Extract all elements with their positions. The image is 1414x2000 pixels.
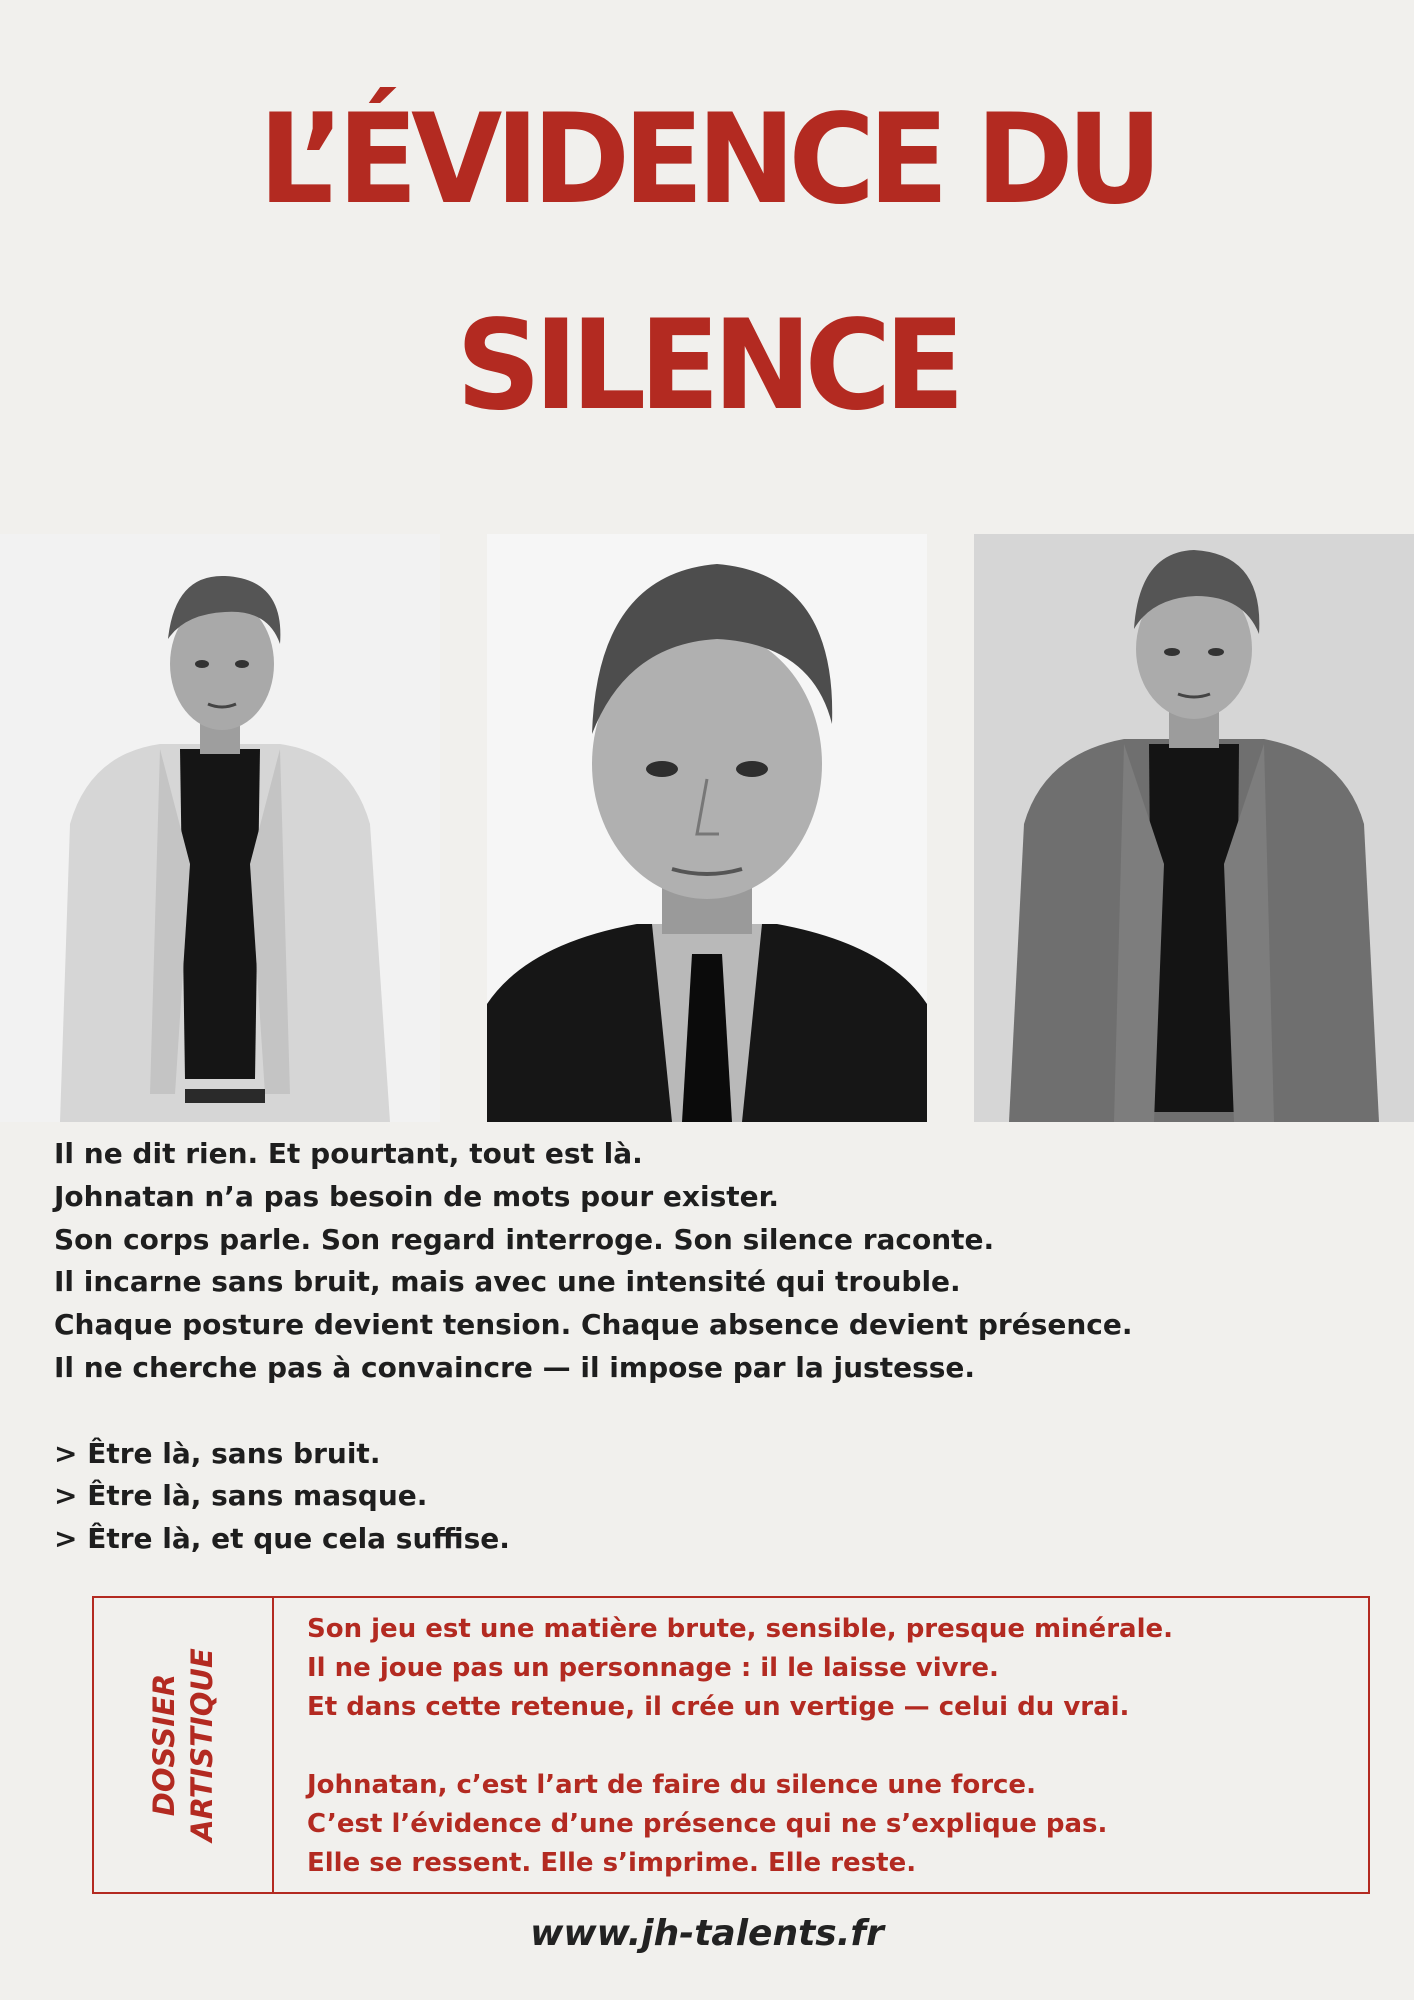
dossier-line: Il ne joue pas un personnage : il le laisse vivre.: [307, 1653, 999, 1683]
dossier-line: Son jeu est une matière brute, sensible, presque minérale.: [307, 1614, 1173, 1644]
website-link[interactable]: www.jh-talents.fr: [530, 1913, 884, 1954]
photo-headshot-dark-suit: [487, 534, 927, 1122]
dossier-label-line-2: ARTISTIQUE: [185, 1648, 220, 1842]
dossier-text: [307, 1610, 1347, 1883]
dossier-label-line-1: DOSSIER: [147, 1673, 182, 1817]
dossier-label: [94, 1598, 272, 1892]
photo-full-body-grey-coat: [974, 534, 1414, 1122]
page-title-line-1: L’ÉVIDENCE DU: [258, 86, 1156, 232]
intro-line: Son corps parle. Son regard interroge. Son silence raconte.: [54, 1222, 995, 1256]
dossier-box: [92, 1596, 1370, 1894]
dossier-divider: [272, 1598, 274, 1892]
photo-full-body-light-blazer: [0, 534, 440, 1122]
intro-text: [54, 1133, 1354, 1561]
quote-line: > Être là, sans masque.: [54, 1479, 428, 1513]
dossier-line: Elle se ressent. Elle s’imprime. Elle reste.: [307, 1848, 917, 1878]
intro-line: Chaque posture devient tension. Chaque absence devient présence.: [54, 1308, 1133, 1342]
intro-line: Il ne dit rien. Et pourtant, tout est là.: [54, 1137, 643, 1170]
dossier-line: Johnatan, c’est l’art de faire du silence une force.: [307, 1770, 1036, 1800]
intro-line: Il incarne sans bruit, mais avec une intensité qui trouble.: [54, 1265, 961, 1299]
page-title-line-2: SILENCE: [456, 292, 958, 438]
intro-line: Johnatan n’a pas besoin de mots pour exister.: [54, 1179, 780, 1213]
quote-line: > Être là, et que cela suffise.: [54, 1522, 510, 1556]
dossier-line: Et dans cette retenue, il crée un vertige — celui du vrai.: [307, 1692, 1130, 1722]
dossier-line: C’est l’évidence d’une présence qui ne s’explique pas.: [307, 1809, 1108, 1839]
quote-line: > Être là, sans bruit.: [54, 1436, 381, 1470]
intro-line: Il ne cherche pas à convaincre — il impose par la justesse.: [54, 1350, 976, 1384]
